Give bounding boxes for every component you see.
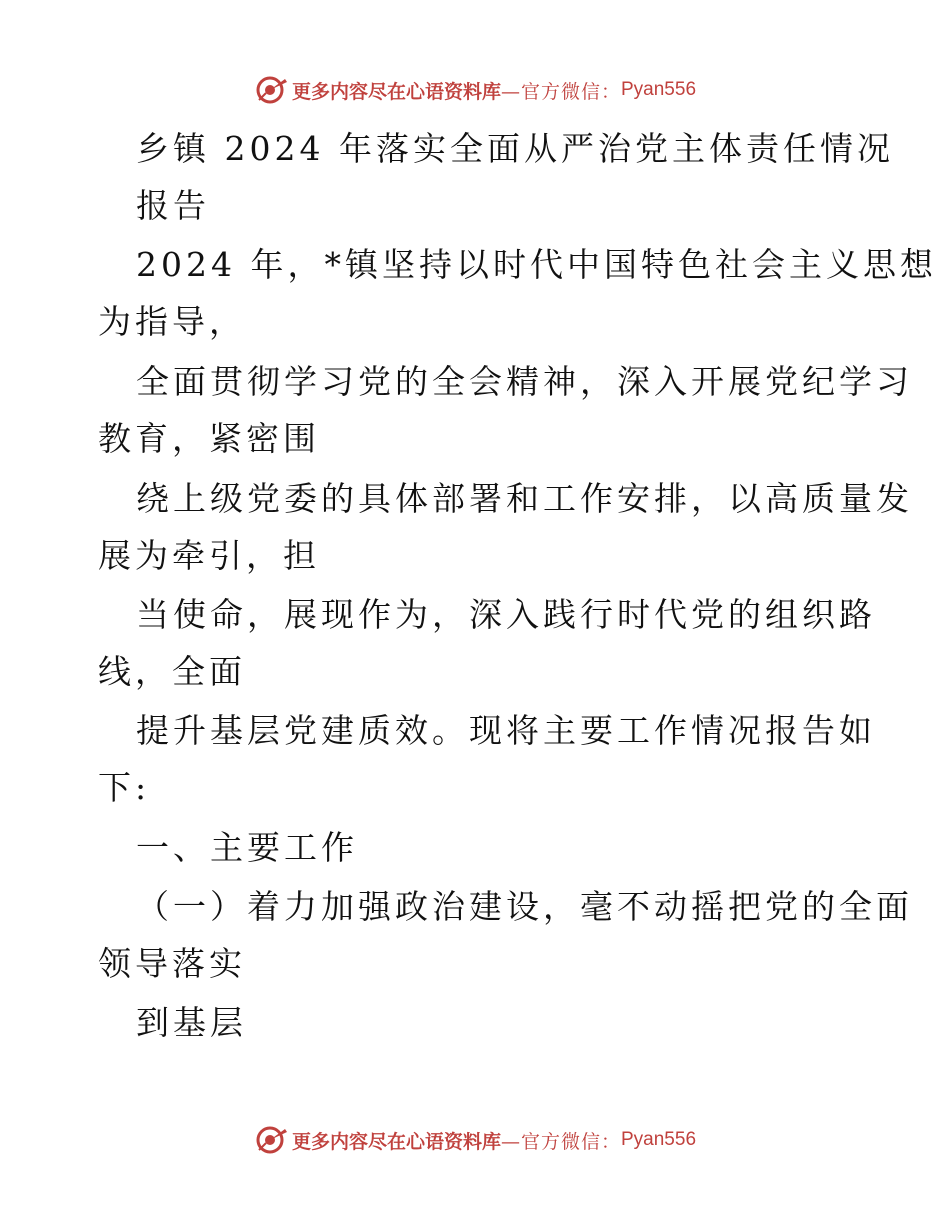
- banner-wechat-id: Pyan556: [621, 1129, 697, 1150]
- doc-title-line-2: 报告: [136, 186, 210, 225]
- banner-sub-text: —官方微信：: [500, 80, 621, 103]
- banner-main-text: 更多内容尽在心语资料库: [291, 80, 501, 103]
- paragraph-line: 教育，紧密围: [98, 419, 320, 458]
- footer-banner: [0, 1120, 950, 1160]
- banner-sub-text: —官方微信：: [500, 1130, 621, 1153]
- subsection-heading-cont: 到基层: [136, 1003, 247, 1042]
- banner-main-text: 更多内容尽在心语资料库: [291, 1130, 501, 1153]
- paragraph-line: 当使命，展现作为，深入践行时代党的组织路: [136, 595, 876, 634]
- paragraph-line: 2024 年，*镇坚持以时代中国特色社会主义思想: [136, 245, 937, 284]
- paragraph-line: 绕上级党委的具体部署和工作安排，以高质量发: [136, 479, 913, 518]
- section-heading: 一、主要工作: [136, 828, 358, 867]
- paragraph-line: 提升基层党建质效。现将主要工作情况报告如: [136, 711, 876, 750]
- paragraph-line: 全面贯彻学习党的全会精神，深入开展党纪学习: [136, 362, 913, 401]
- subsection-heading-cont: 领导落实: [98, 944, 246, 983]
- paragraph-line: 展为牵引，担: [98, 536, 320, 575]
- paragraph-line: 下:: [98, 768, 151, 807]
- pen-logo-icon: [254, 1123, 288, 1157]
- banner-wechat-id: Pyan556: [621, 79, 697, 100]
- paragraph-line: 为指导，: [98, 302, 246, 341]
- doc-title-line-1: 乡镇 2024 年落实全面从严治党主体责任情况: [136, 129, 894, 168]
- paragraph-line: 线，全面: [98, 652, 246, 691]
- subsection-heading: （一）着力加强政治建设，毫不动摇把党的全面: [136, 887, 913, 926]
